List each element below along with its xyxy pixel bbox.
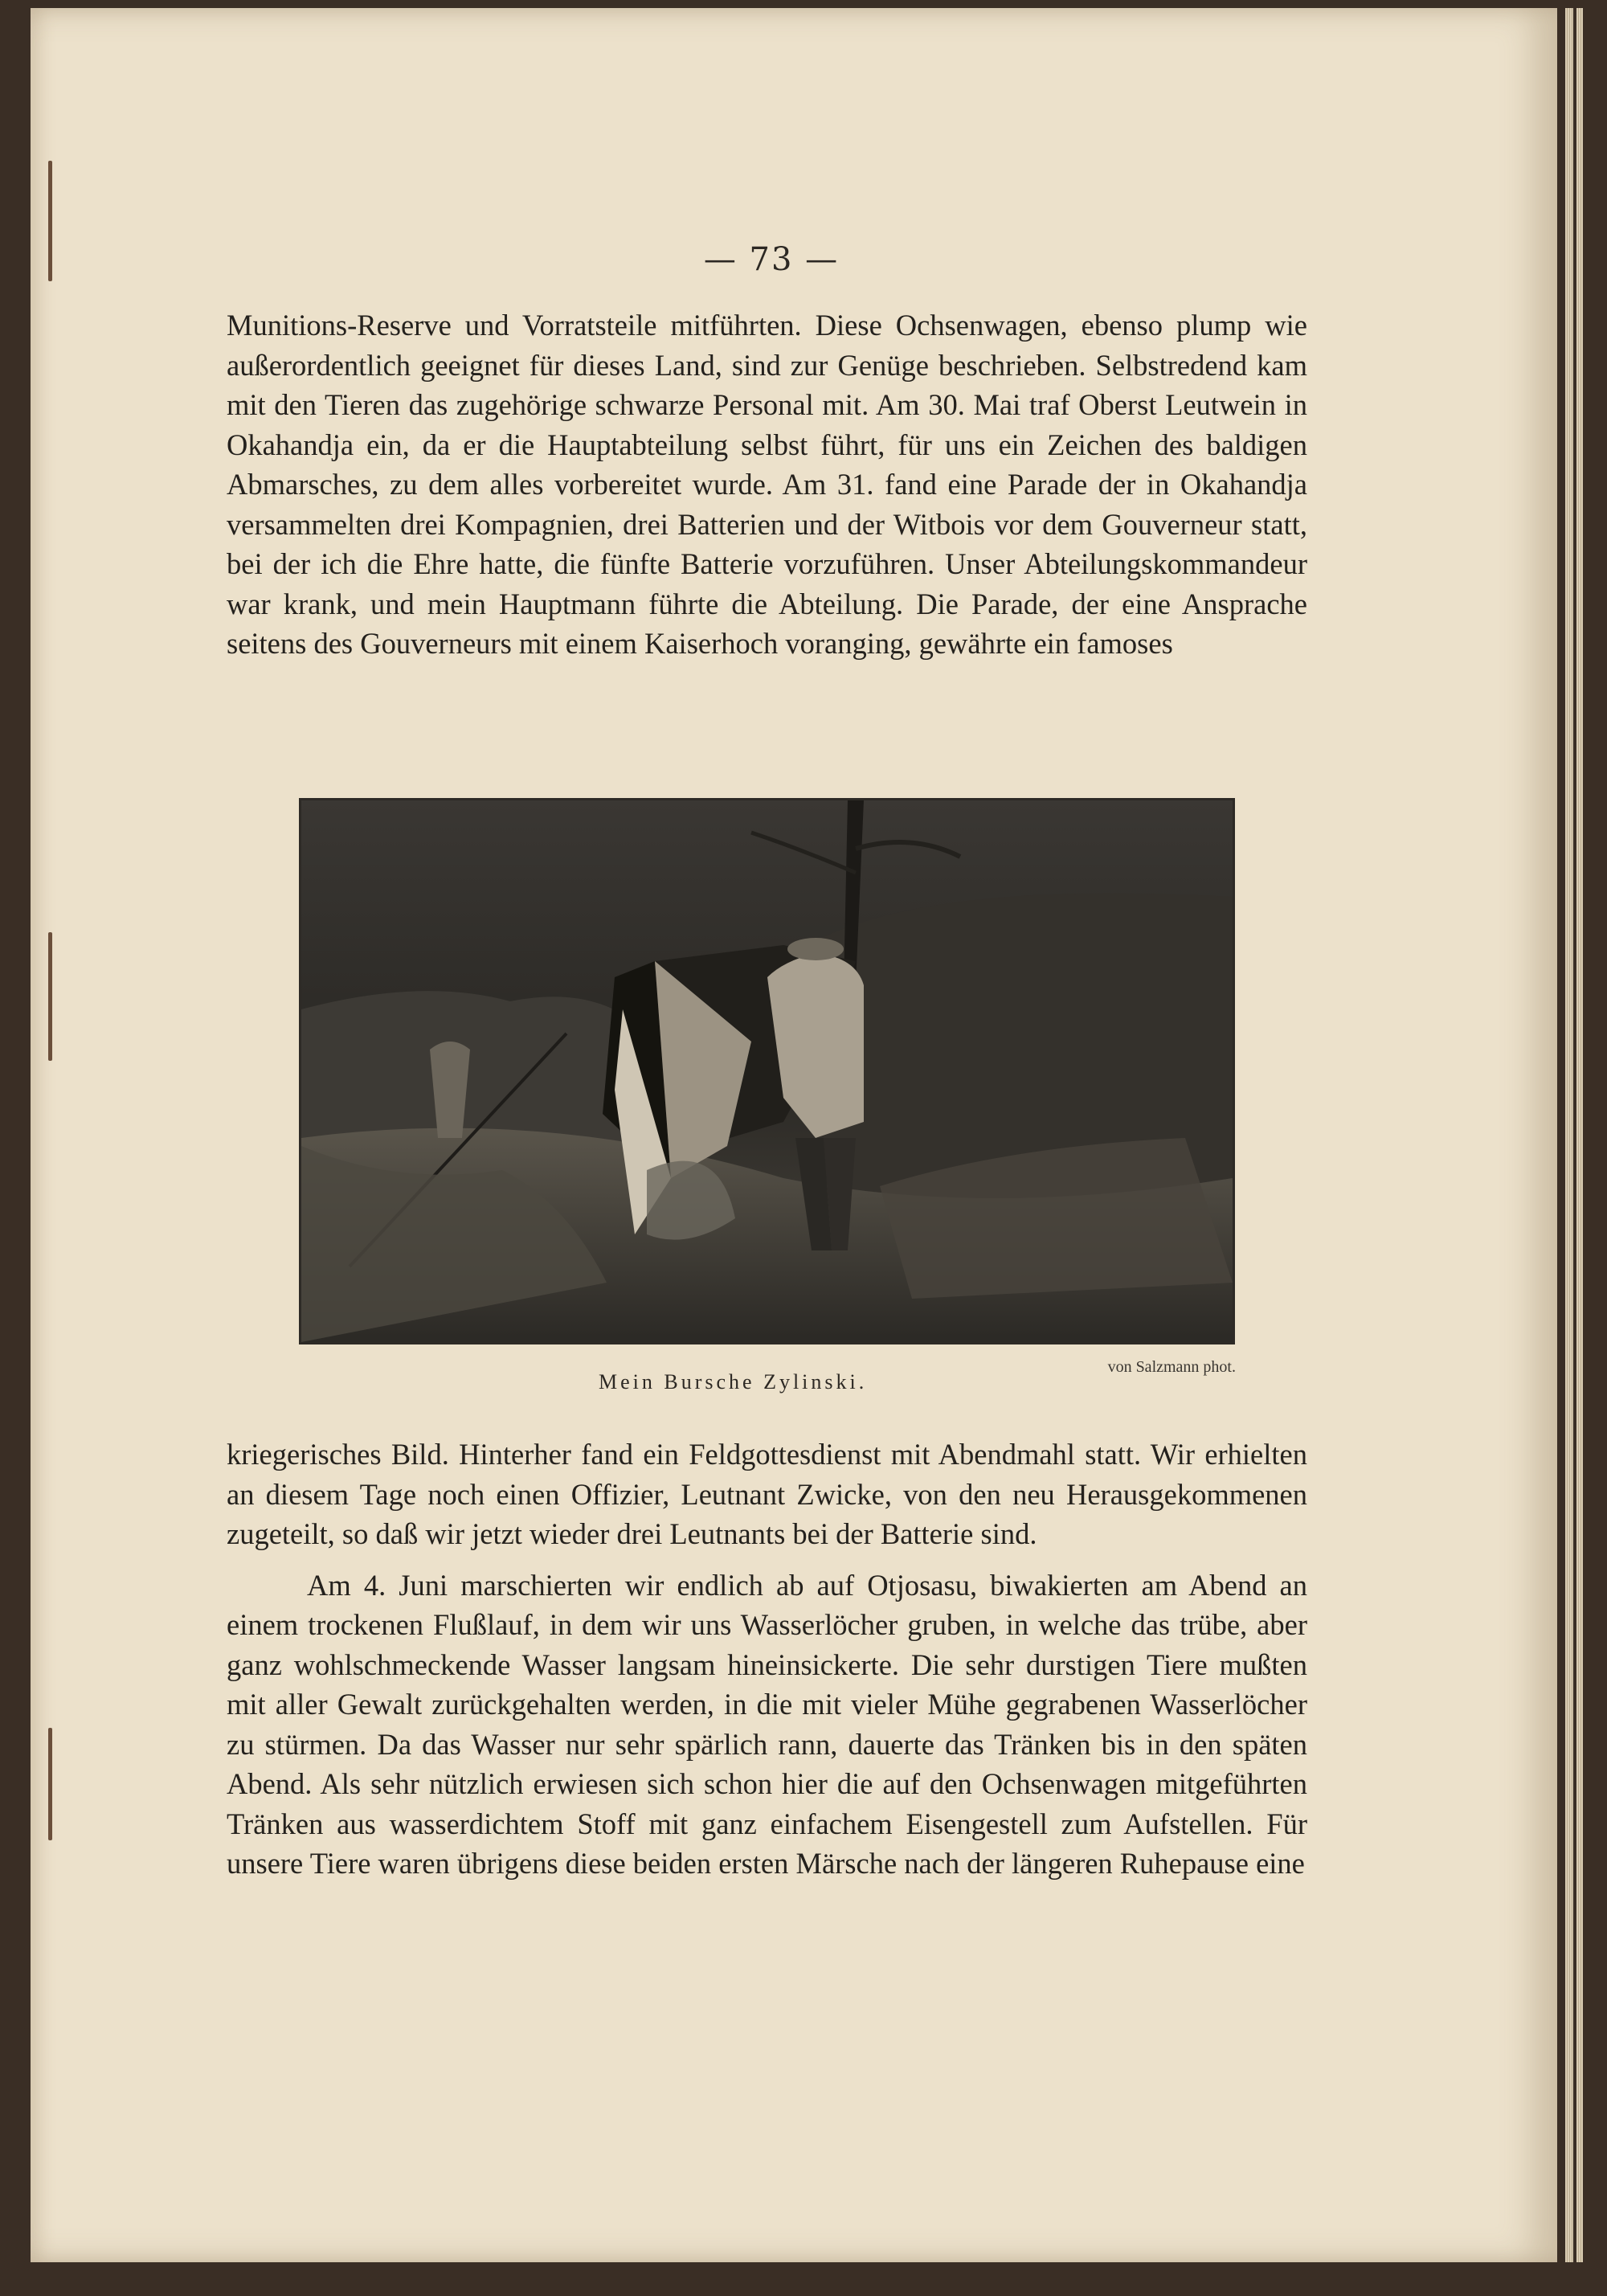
paragraph-new: Am 4. Juni marschierten wir endlich ab auf Otjosasu, biwakierten am Abend an einem trockenen Flußlauf, in dem wir uns Wasserlöcher gruben, in welche das trübe, aber ganz wohlschmeckende Wasser langsam hineinsickerte. Die sehr durstigen Tiere mußten mit aller Gewalt zurückgehalten werden, in die mit vieler Mühe gegrabenen Wasserlöcher zu stürmen. Da das Wasser nur sehr spärlich rann, dauerte das Tränken bis in den späten Abend. Als sehr nützlich erwiesen sich schon hier die auf den Ochsenwagen mitgeführten Tränken aus wasserdichtem Stoff mit ganz einfachem Eisengestell zum Aufstellen. Für unsere Tiere waren übrigens diese beiden ersten Märsche nach der längeren Ruhepause eine: [227, 1568, 1307, 1880]
photo-credit: von Salzmann phot.: [1107, 1358, 1236, 1376]
page-edge-right: [1565, 8, 1573, 2262]
binding-mark: [48, 161, 52, 281]
paragraph-top: Munitions-Reserve und Vorratsteile mitführten. Diese Ochsenwagen, ebenso plump wie außerordentlich geeignet für dieses Land, sind zur Genüge beschrieben. Selbstredend kam mit den Tieren das zugehörige schwarze Personal mit. Am 30. Mai traf Oberst Leutwein in Okahandja ein, da er die Hauptabteilung selbst führt, für uns ein Zeichen des baldigen Abmarsches, zu dem alles vorbereitet wurde. Am 31. fand eine Parade der in Okahandja versammelten drei Kompagnien, drei Batterien und der Witbois vor dem Gouverneur statt, bei der ich die Ehre hatte, die fünfte Batterie vorzuführen. Unser Abteilungskommandeur war krank, und mein Hauptmann führte die Abteilung. Die Parade, der eine Ansprache seitens des Gouverneurs mit einem Kaiserhoch voranging, gewährte ein famoses: [227, 309, 1307, 660]
page-number: — 73 —: [703, 241, 840, 278]
binding-mark: [48, 1728, 52, 1840]
photograph: [299, 798, 1235, 1344]
paragraph-bottom-block: [227, 1434, 1307, 1884]
binding-mark: [48, 932, 52, 1061]
photo-illustration: [301, 800, 1233, 1342]
figure-caption: Mein Bursche Zylinski.: [599, 1370, 868, 1394]
paragraph-continued: kriegerisches Bild. Hinterher fand ein Feldgottesdienst mit Abendmahl statt. Wir erhielten an diesem Tage noch einen Offizier, Leutnant Zwicke, von den neu Herausgekommenen zugeteilt, so daß wir jetzt wieder drei Leutnants bei der Batterie sind.: [227, 1438, 1307, 1550]
page-edge-back: [1576, 8, 1583, 2262]
paragraph-top-block: [227, 305, 1307, 664]
